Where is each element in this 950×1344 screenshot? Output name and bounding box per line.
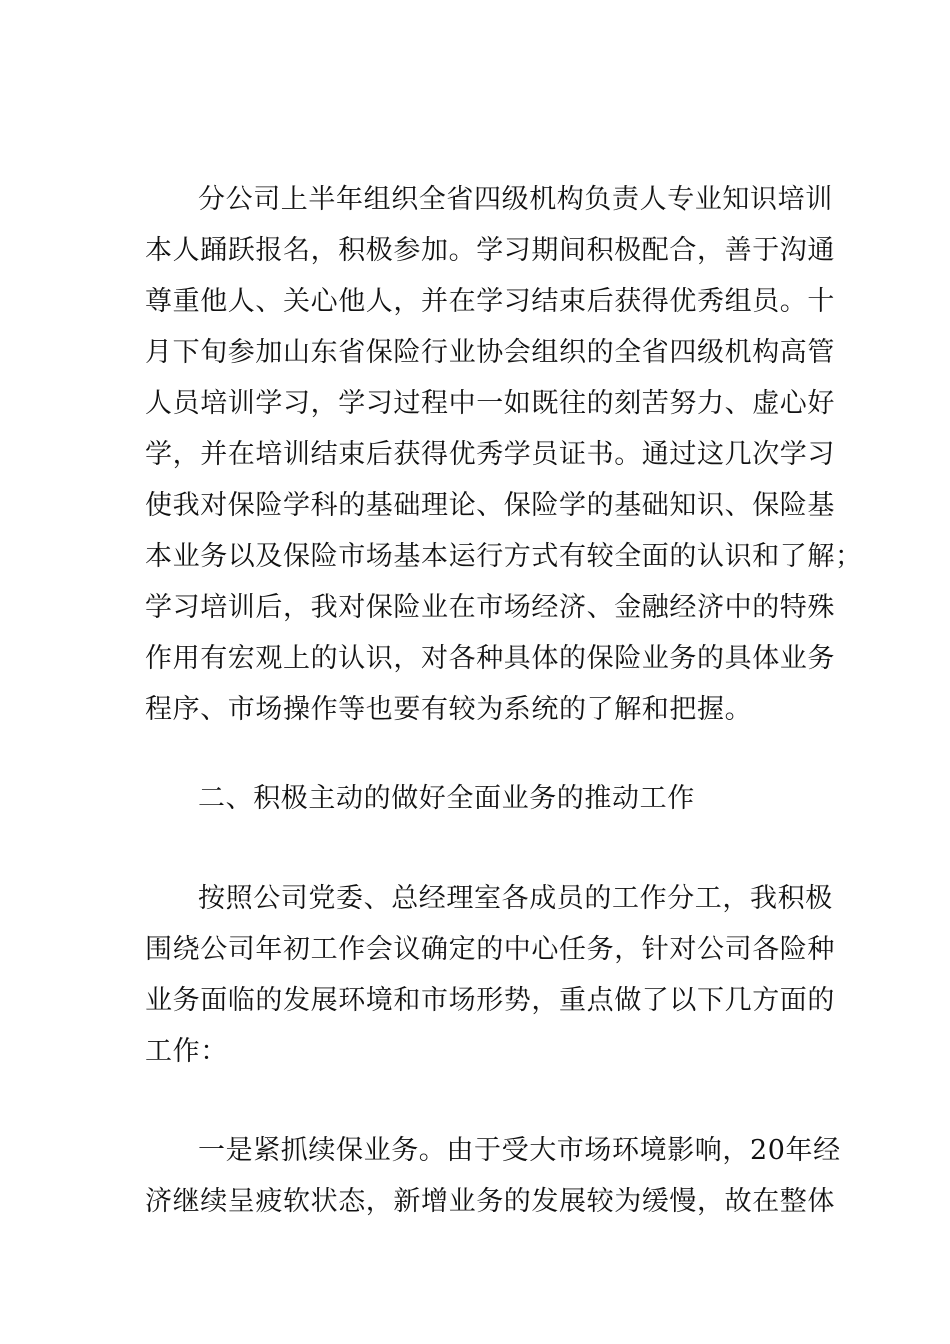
text-line: 济继续呈疲软状态，新增业务的发展较为缓慢，故在整体 (145, 1186, 835, 1217)
text-line: 月下旬参加山东省保险行业协会组织的全省四级机构高管 (145, 337, 835, 368)
heading-text: 二、积极主动的做好全面业务的推动工作 (198, 783, 695, 814)
text-line: 工作： (145, 1036, 228, 1067)
text-line: 围绕公司年初工作会议确定的中心任务，针对公司各险种 (145, 934, 835, 965)
text-line: 尊重他人、关心他人，并在学习结束后获得优秀组员。十 (145, 286, 835, 317)
text-line: 本人踊跃报名，积极参加。学习期间积极配合，善于沟通 (145, 235, 835, 266)
text-line: 本业务以及保险市场基本运行方式有较全面的认识和了解； (145, 541, 863, 572)
text-line: 学，并在培训结束后获得优秀学员证书。通过这几次学习 (145, 439, 835, 470)
text-line: 程序、市场操作等也要有较为系统的了解和把握。 (145, 694, 753, 725)
text-line: 人员培训学习，学习过程中一如既往的刻苦努力、虚心好 (145, 388, 835, 419)
text-line: 分公司上半年组织全省四级机构负责人专业知识培训 (198, 184, 833, 215)
text-line: 使我对保险学科的基础理论、保险学的基础知识、保险基 (145, 490, 835, 521)
text-line: 按照公司党委、总经理室各成员的工作分工，我积极 (198, 883, 833, 914)
text-line: 一是紧抓续保业务。由于受大市场环境影响，20年经 (198, 1135, 841, 1166)
text-line: 业务面临的发展环境和市场形势，重点做了以下几方面的 (145, 985, 835, 1016)
text-line: 学习培训后，我对保险业在市场经济、金融经济中的特殊 (145, 592, 835, 623)
text-line: 作用有宏观上的认识，对各种具体的保险业务的具体业务 (145, 643, 835, 674)
